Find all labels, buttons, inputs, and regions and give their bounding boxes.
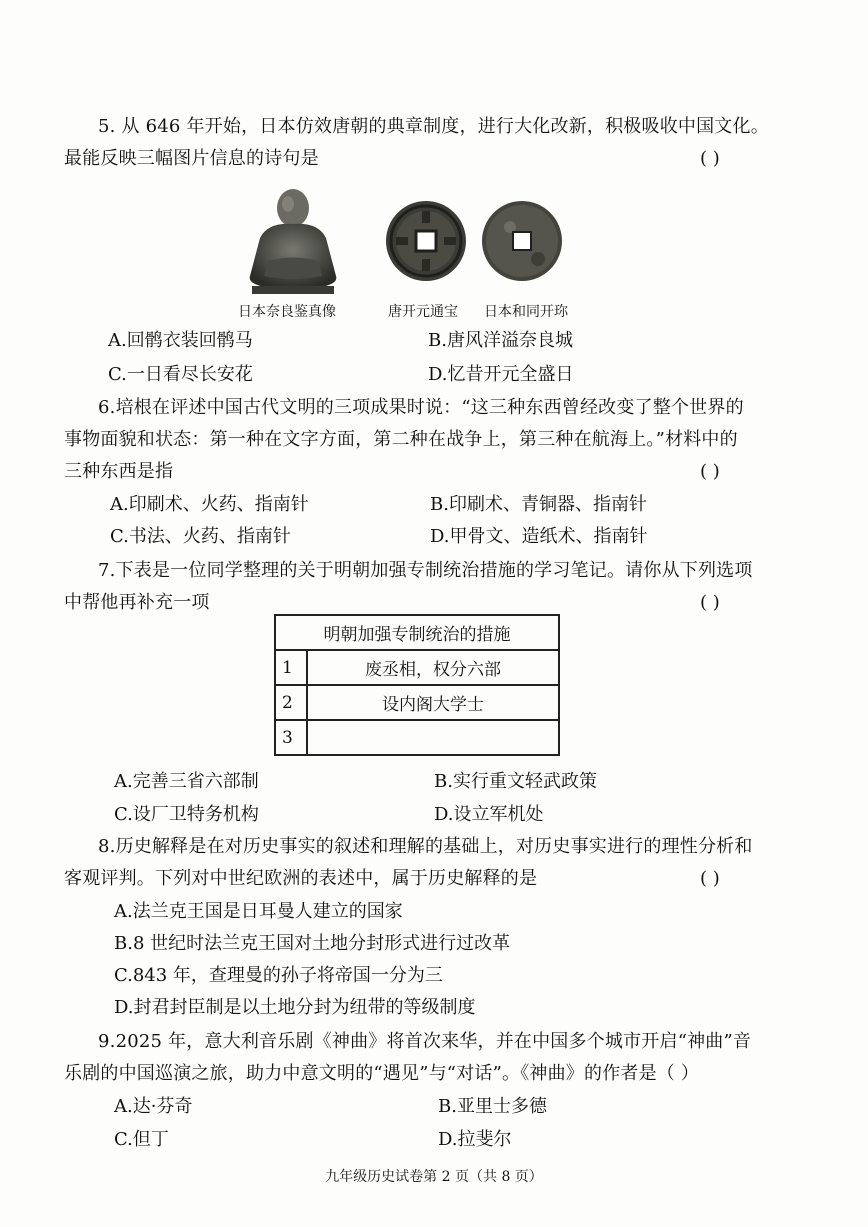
q7-stem-line2: 中帮他再补充一项 bbox=[64, 592, 210, 613]
q8-option-a[interactable]: A.法兰克王国是日耳曼人建立的国家 bbox=[114, 901, 403, 922]
caption-wado: 日本和同开珎 bbox=[484, 304, 568, 320]
table-header: 明朝加强专制统治的措施 bbox=[275, 615, 559, 650]
table-row bbox=[275, 650, 559, 685]
q7-option-d[interactable]: D.设立军机处 bbox=[434, 804, 544, 825]
q6-stem-line3: 三种东西是指 bbox=[64, 461, 174, 482]
q5-stem-line1: 5. 从 646 年开始，日本仿效唐朝的典章制度，进行大化改新，积极吸收中国文化。 bbox=[98, 116, 769, 137]
q8-option-d[interactable]: D.封君封臣制是以土地分封为纽带的等级制度 bbox=[114, 997, 476, 1018]
wado-kaichin-coin-image bbox=[480, 199, 564, 283]
page-footer: 九年级历史试卷第 2 页（共 8 页） bbox=[325, 1169, 543, 1185]
q6-option-c[interactable]: C.书法、火药、指南针 bbox=[110, 526, 291, 547]
q6-stem-line2: 事物面貌和状态：第一种在文字方面，第二种在战争上，第三种在航海上。”材料中的 bbox=[64, 429, 738, 450]
row-number: 2 bbox=[275, 685, 307, 720]
row-text: 废丞相，权分六部 bbox=[307, 650, 559, 685]
q8-stem-line2: 客观评判。下列对中世纪欧洲的表述中，属于历史解释的是 bbox=[64, 868, 538, 889]
table-header-row bbox=[275, 615, 559, 650]
caption-kaiyuan: 唐开元通宝 bbox=[388, 304, 458, 320]
q9-stem-line1: 9.2025 年，意大利音乐剧《神曲》将首次来华，并在中国多个城市开启“神曲”音 bbox=[98, 1031, 752, 1052]
table-row bbox=[275, 685, 559, 720]
q6-stem-line1: 6.培根在评述中国古代文明的三项成果时说：“这三种东西曾经改变了整个世界的 bbox=[98, 397, 744, 418]
row-text: 设内阁大学士 bbox=[307, 685, 559, 720]
q6-answer-paren: ( ) bbox=[700, 461, 720, 482]
table-row bbox=[275, 720, 559, 755]
q5-option-b[interactable]: B.唐风洋溢奈良城 bbox=[428, 330, 573, 351]
kaiyuan-tongbao-coin-image bbox=[384, 199, 468, 283]
q5-option-c[interactable]: C.一日看尽长安花 bbox=[108, 364, 253, 385]
q9-option-d[interactable]: D.拉斐尔 bbox=[438, 1129, 512, 1150]
q5-option-a[interactable]: A.回鹘衣装回鹘马 bbox=[108, 330, 253, 351]
q9-stem-line2: 乐剧的中国巡演之旅，助力中意文明的“遇见”与“对话”。《神曲》的作者是（ ） bbox=[64, 1063, 700, 1084]
jianzhen-statue-image bbox=[238, 176, 348, 296]
q9-option-b[interactable]: B.亚里士多德 bbox=[438, 1096, 547, 1117]
q7-option-c[interactable]: C.设厂卫特务机构 bbox=[114, 804, 259, 825]
q6-option-a[interactable]: A.印刷术、火药、指南针 bbox=[110, 494, 309, 515]
q5-stem-line2: 最能反映三幅图片信息的诗句是 bbox=[64, 148, 319, 169]
q9-option-a[interactable]: A.达·芬奇 bbox=[114, 1096, 193, 1117]
row-number: 3 bbox=[275, 720, 307, 755]
caption-jianzhen: 日本奈良鉴真像 bbox=[238, 304, 336, 320]
q6-option-b[interactable]: B.印刷术、青铜器、指南针 bbox=[430, 494, 647, 515]
q8-option-b[interactable]: B.8 世纪时法兰克王国对土地分封形式进行过改革 bbox=[114, 933, 511, 954]
row-number: 1 bbox=[275, 650, 307, 685]
q8-option-c[interactable]: C.843 年，查理曼的孙子将帝国一分为三 bbox=[114, 965, 443, 986]
q5-answer-paren: ( ) bbox=[700, 148, 720, 169]
q7-option-a[interactable]: A.完善三省六部制 bbox=[114, 771, 259, 792]
ming-measures-table bbox=[274, 614, 560, 756]
q8-stem-line1: 8.历史解释是在对历史事实的叙述和理解的基础上，对历史事实进行的理性分析和 bbox=[98, 836, 753, 857]
row-text-blank bbox=[307, 720, 559, 755]
q8-answer-paren: ( ) bbox=[700, 868, 720, 889]
q6-option-d[interactable]: D.甲骨文、造纸术、指南针 bbox=[430, 526, 648, 547]
q7-answer-paren: ( ) bbox=[700, 592, 720, 613]
q5-option-d[interactable]: D.忆昔开元全盛日 bbox=[428, 364, 574, 385]
q9-option-c[interactable]: C.但丁 bbox=[114, 1129, 169, 1150]
q7-option-b[interactable]: B.实行重文轻武政策 bbox=[434, 771, 597, 792]
q7-stem-line1: 7.下表是一位同学整理的关于明朝加强专制统治措施的学习笔记。请你从下列选项 bbox=[98, 560, 753, 581]
